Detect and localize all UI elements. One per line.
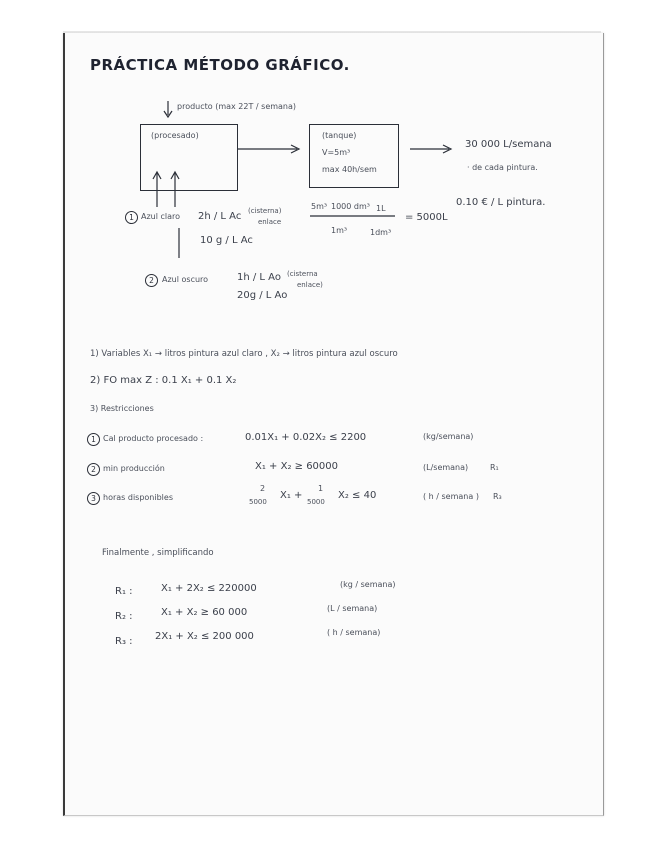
- azul-claro-rate: 2h / L Ac: [198, 211, 242, 222]
- restriction-1-unit: (kg/semana): [423, 432, 474, 441]
- simplified-r3-unit: ( h / semana): [327, 628, 381, 637]
- restriction-3-frac1-num: 2: [260, 484, 266, 493]
- tank-volume: V=5m³: [322, 148, 351, 157]
- restriction-circle-1: 1: [87, 433, 100, 446]
- conv-n2: 1000 dm³: [331, 202, 370, 211]
- processed-box-label: (procesado): [151, 131, 199, 140]
- conv-n3: 1L: [376, 204, 386, 213]
- restriction-3-frac1-den: 5000: [249, 498, 267, 506]
- azul-oscuro-grams: 20g / L Ao: [237, 290, 288, 301]
- simplified-heading: Finalmente , simplificando: [102, 548, 214, 558]
- restriction-circle-3: 3: [87, 492, 100, 505]
- azul-oscuro-note-1: (cisterna: [287, 270, 318, 278]
- conv-n1: 5m³: [311, 202, 328, 211]
- azul-claro-note-2: enlace: [258, 218, 282, 226]
- conv-result: = 5000L: [405, 212, 448, 223]
- product-label: producto (max 22T / semana): [177, 102, 297, 111]
- num-circle-1: 1: [125, 211, 138, 224]
- output-volume: 30 000 L/semana: [465, 139, 552, 150]
- simplified-r2-name: R₂ :: [115, 611, 133, 622]
- restriction-circle-2: 2: [87, 463, 100, 476]
- restriction-1-label: Cal producto procesado :: [103, 434, 204, 443]
- tank-label: (tanque): [322, 131, 357, 140]
- restriction-3-label: horas disponibles: [103, 493, 173, 502]
- step-objective: 2) FO max Z : 0.1 X₁ + 0.1 X₂: [90, 375, 237, 386]
- restriction-2-ref: R₁: [490, 463, 499, 472]
- processed-box: [140, 124, 238, 191]
- simplified-r1-unit: (kg / semana): [340, 580, 396, 589]
- output-price: 0.10 € / L pintura.: [456, 197, 546, 208]
- restriction-2-label: min producción: [103, 464, 165, 473]
- conv-d2: 1dm³: [370, 228, 392, 237]
- simplified-r1-expr: X₁ + 2X₂ ≤ 220000: [161, 583, 257, 594]
- num-circle-2: 2: [145, 274, 158, 287]
- output-each: · de cada pintura.: [467, 163, 538, 172]
- simplified-r2-expr: X₁ + X₂ ≥ 60 000: [161, 607, 248, 618]
- restriction-3-unit: ( h / semana ): [423, 492, 479, 501]
- notebook-page: [63, 33, 604, 816]
- step-restrictions-heading: 3) Restricciones: [90, 404, 154, 413]
- azul-oscuro-rate: 1h / L Ao: [237, 272, 281, 283]
- restriction-3-ref: R₃: [493, 492, 502, 501]
- restriction-3-tail: X₂ ≤ 40: [338, 490, 377, 501]
- azul-claro-note-1: (cisterna): [248, 207, 282, 215]
- simplified-r3-name: R₃ :: [115, 636, 133, 647]
- restriction-3-frac2-den: 5000: [307, 498, 325, 506]
- page-title: PRÁCTICA MÉTODO GRÁFICO.: [90, 56, 350, 74]
- restriction-3-x1: X₁ +: [280, 490, 303, 501]
- simplified-r2-unit: (L / semana): [327, 604, 378, 613]
- restriction-1-expr: 0.01X₁ + 0.02X₂ ≤ 2200: [245, 432, 367, 443]
- azul-oscuro-note-2: enlace): [297, 281, 323, 289]
- azul-claro-label: Azul claro: [141, 212, 181, 221]
- simplified-r1-name: R₁ :: [115, 586, 133, 597]
- step-variables: 1) Variables X₁ → litros pintura azul claro , X₂ → litros pintura azul oscuro: [90, 349, 398, 359]
- simplified-r3-expr: 2X₁ + X₂ ≤ 200 000: [155, 631, 254, 642]
- conv-d1: 1m³: [331, 226, 348, 235]
- restriction-2-unit: (L/semana): [423, 463, 469, 472]
- azul-claro-grams: 10 g / L Ac: [200, 235, 253, 246]
- azul-oscuro-label: Azul oscuro: [162, 275, 209, 284]
- restriction-2-expr: X₁ + X₂ ≥ 60000: [255, 461, 339, 472]
- tank-hours: max 40h/sem: [322, 165, 377, 174]
- tank-box: [309, 124, 399, 188]
- restriction-3-frac2-num: 1: [318, 484, 324, 493]
